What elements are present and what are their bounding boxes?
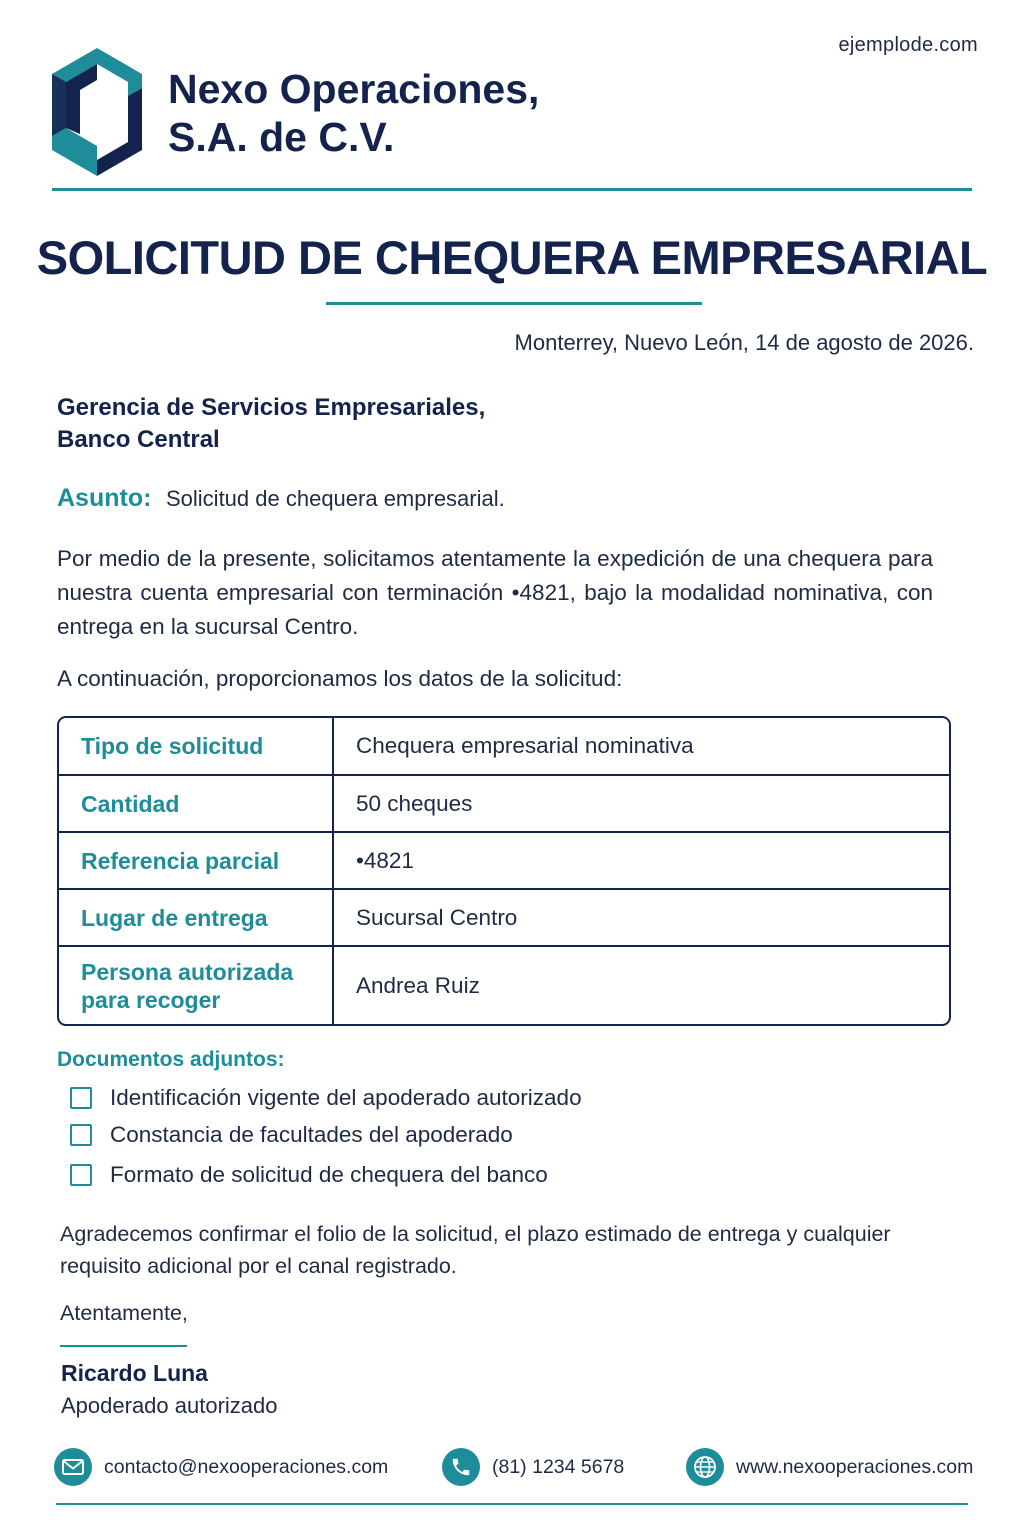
table-row (59, 833, 949, 890)
header-website: ejemplode.com (838, 34, 978, 56)
document-label: Formato de solicitud de chequera del banco (110, 1162, 548, 1187)
signer-name: Ricardo Luna (61, 1360, 208, 1386)
signature-line (60, 1345, 187, 1347)
detail-value: Sucursal Centro (334, 890, 949, 947)
detail-value: Chequera empresarial nominativa (334, 718, 949, 776)
footer-phone-text: (81) 1234 5678 (492, 1455, 625, 1478)
recipient-line2: Banco Central (57, 426, 220, 453)
regards: Atentamente, (60, 1301, 188, 1325)
detail-value: •4821 (334, 833, 949, 890)
document-label: Identificación vigente del apoderado autorizado (110, 1085, 582, 1110)
document-checkbox[interactable] (70, 1164, 92, 1186)
details-table (57, 716, 951, 1026)
footer-phone[interactable] (442, 1448, 624, 1486)
recipient-line1: Gerencia de Servicios Empresariales, (57, 394, 486, 421)
detail-label: Cantidad (59, 776, 334, 833)
details-intro: A continuación, proporcionamos los datos de la solicitud: (57, 666, 623, 691)
table-row (59, 718, 949, 776)
subject-label: Asunto: (57, 484, 152, 512)
date-line: Monterrey, Nuevo León, 14 de agosto de 2026. (514, 330, 974, 355)
hexagon-logo-icon (50, 48, 144, 176)
globe-icon (686, 1448, 724, 1486)
detail-label (59, 947, 334, 1024)
detail-label-line2: para recoger (81, 986, 221, 1013)
list-item (70, 1085, 582, 1111)
closing-paragraph (60, 1218, 940, 1282)
table-row (59, 947, 949, 1024)
recipient-block (57, 392, 485, 456)
company-name-line2: S.A. de C.V. (168, 113, 395, 160)
detail-label: Tipo de solicitud (59, 718, 334, 776)
footer-web-text: www.nexooperaciones.com (736, 1455, 974, 1478)
footer-web[interactable] (686, 1448, 973, 1486)
table-row (59, 776, 949, 833)
documents-title: Documentos adjuntos: (57, 1048, 285, 1071)
document-checkbox[interactable] (70, 1124, 92, 1146)
detail-label-line1: Persona autorizada (81, 958, 294, 985)
envelope-icon (54, 1448, 92, 1486)
detail-label: Referencia parcial (59, 833, 334, 890)
footer-email[interactable] (54, 1448, 388, 1486)
detail-value: 50 cheques (334, 776, 949, 833)
company-name (168, 66, 539, 161)
subject-text: Solicitud de chequera empresarial. (166, 486, 505, 511)
footer-email-text: contacto@nexooperaciones.com (104, 1455, 389, 1478)
detail-label: Lugar de entrega (59, 890, 334, 947)
detail-value: Andrea Ruiz (356, 972, 480, 998)
list-item (70, 1122, 513, 1148)
table-row (59, 890, 949, 947)
phone-icon (442, 1448, 480, 1486)
document-checkbox[interactable] (70, 1087, 92, 1109)
document-label: Constancia de facultades del apoderado (110, 1122, 513, 1147)
document-title: SOLICITUD DE CHEQUERA EMPRESARIAL (36, 231, 988, 284)
signer-role: Apoderado autorizado (61, 1393, 278, 1418)
body-paragraph: Por medio de la presente, solicitamos atentamente la expedición de una chequera para nuestra cuenta empresarial con terminación •4821, bajo la modalidad nominativa, con entrega en la sucursal Centro. (57, 546, 933, 639)
header-divider (52, 188, 972, 191)
title-underline (326, 302, 702, 305)
footer-divider (56, 1503, 968, 1505)
company-name-line1: Nexo Operaciones, (168, 66, 540, 112)
closing-line1: Agradecemos confirmar el folio de la solicitud, el plazo estimado de entrega y cualquier (60, 1222, 891, 1246)
closing-line2: requisito adicional por el canal registrado. (60, 1254, 457, 1278)
list-item (70, 1162, 548, 1188)
